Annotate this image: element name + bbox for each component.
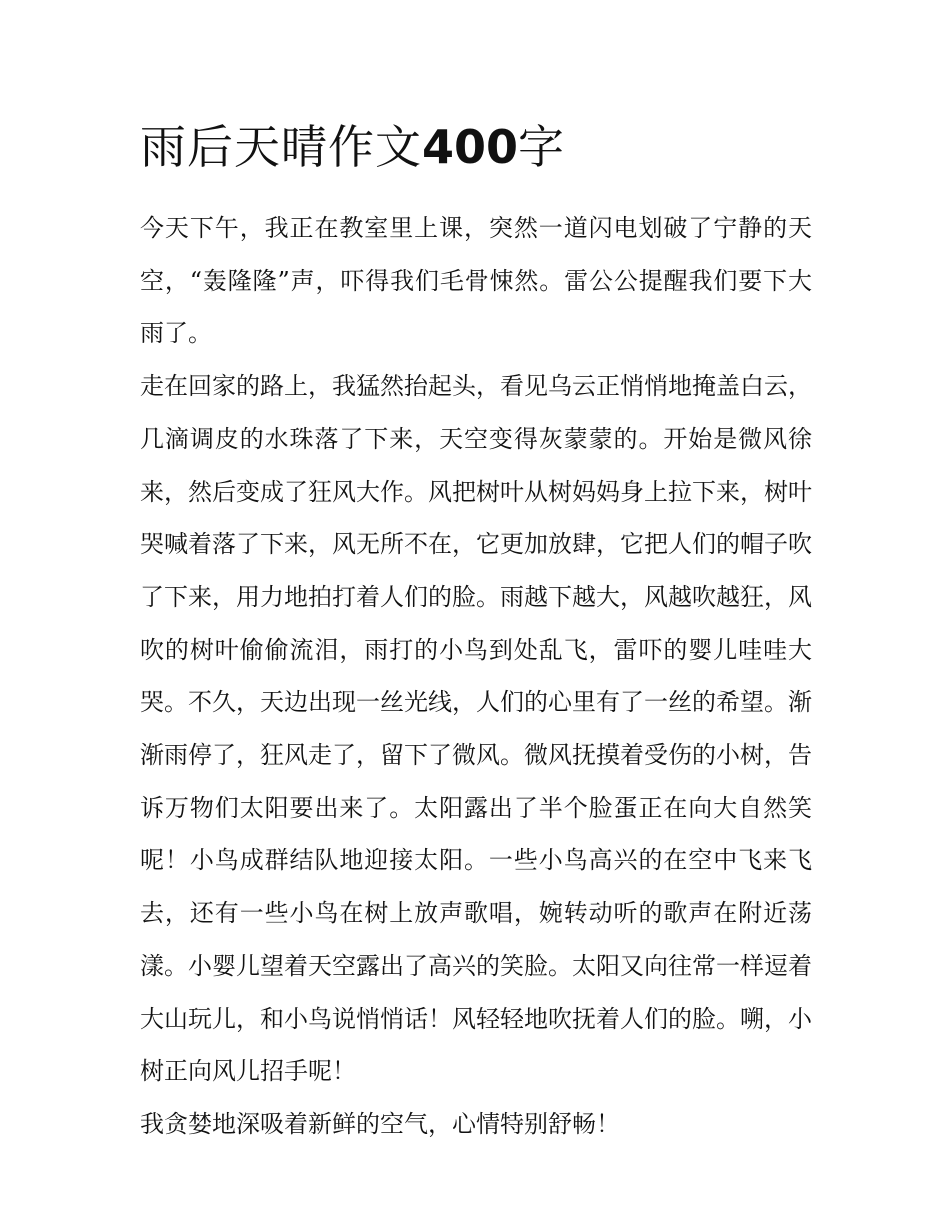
- title-number: 400: [422, 120, 519, 174]
- essay-body: [140, 202, 812, 1151]
- paragraph-3: 我贪婪地深吸着新鲜的空气，心情特别舒畅！: [140, 1109, 620, 1138]
- paragraph-1: 今天下午，我正在教室里上课，突然一道闪电划破了宁静的天空，“轰隆隆”声，吓得我们毛骨悚然。雷公公提醒我们要下大雨了。: [140, 214, 812, 348]
- title-prefix: 雨后天晴作文: [140, 120, 422, 174]
- paragraph-2: 走在回家的路上，我猛然抬起头，看见乌云正悄悄地掩盖白云，几滴调皮的水珠落了下来，天空变得灰蒙蒙的。开始是微风徐来，然后变成了狂风大作。风把树叶从树妈妈身上拉下来，树叶哭喊着落了下来，风无所不在，它更加放肆，它把人们的帽子吹了下来，用力地拍打着人们的脸。雨越下越大，风越吹越狂，风吹的树叶偷偷流泪，雨打的小鸟到处乱飞，雷吓的婴儿哇哇大哭。不久，天边出现一丝光线，人们的心里有了一丝的希望。渐渐雨停了，狂风走了，留下了微风。微风抚摸着受伤的小树，告诉万物们太阳要出来了。太阳露出了半个脸蛋正在向大自然笑呢！小鸟成群结队地迎接太阳。一些小鸟高兴的在空中飞来飞去，还有一些小鸟在树上放声歌唱，婉转动听的歌声在附近荡漾。小婴儿望着天空露出了高兴的笑脸。太阳又向往常一样逗着大山玩儿，和小鸟说悄悄话！风轻轻地吹抚着人们的脸。嗍，小树正向风儿招手呢！: [140, 372, 812, 1086]
- title-suffix: 字: [518, 120, 566, 174]
- document-page: [140, 112, 812, 1151]
- page-title: [140, 112, 812, 182]
